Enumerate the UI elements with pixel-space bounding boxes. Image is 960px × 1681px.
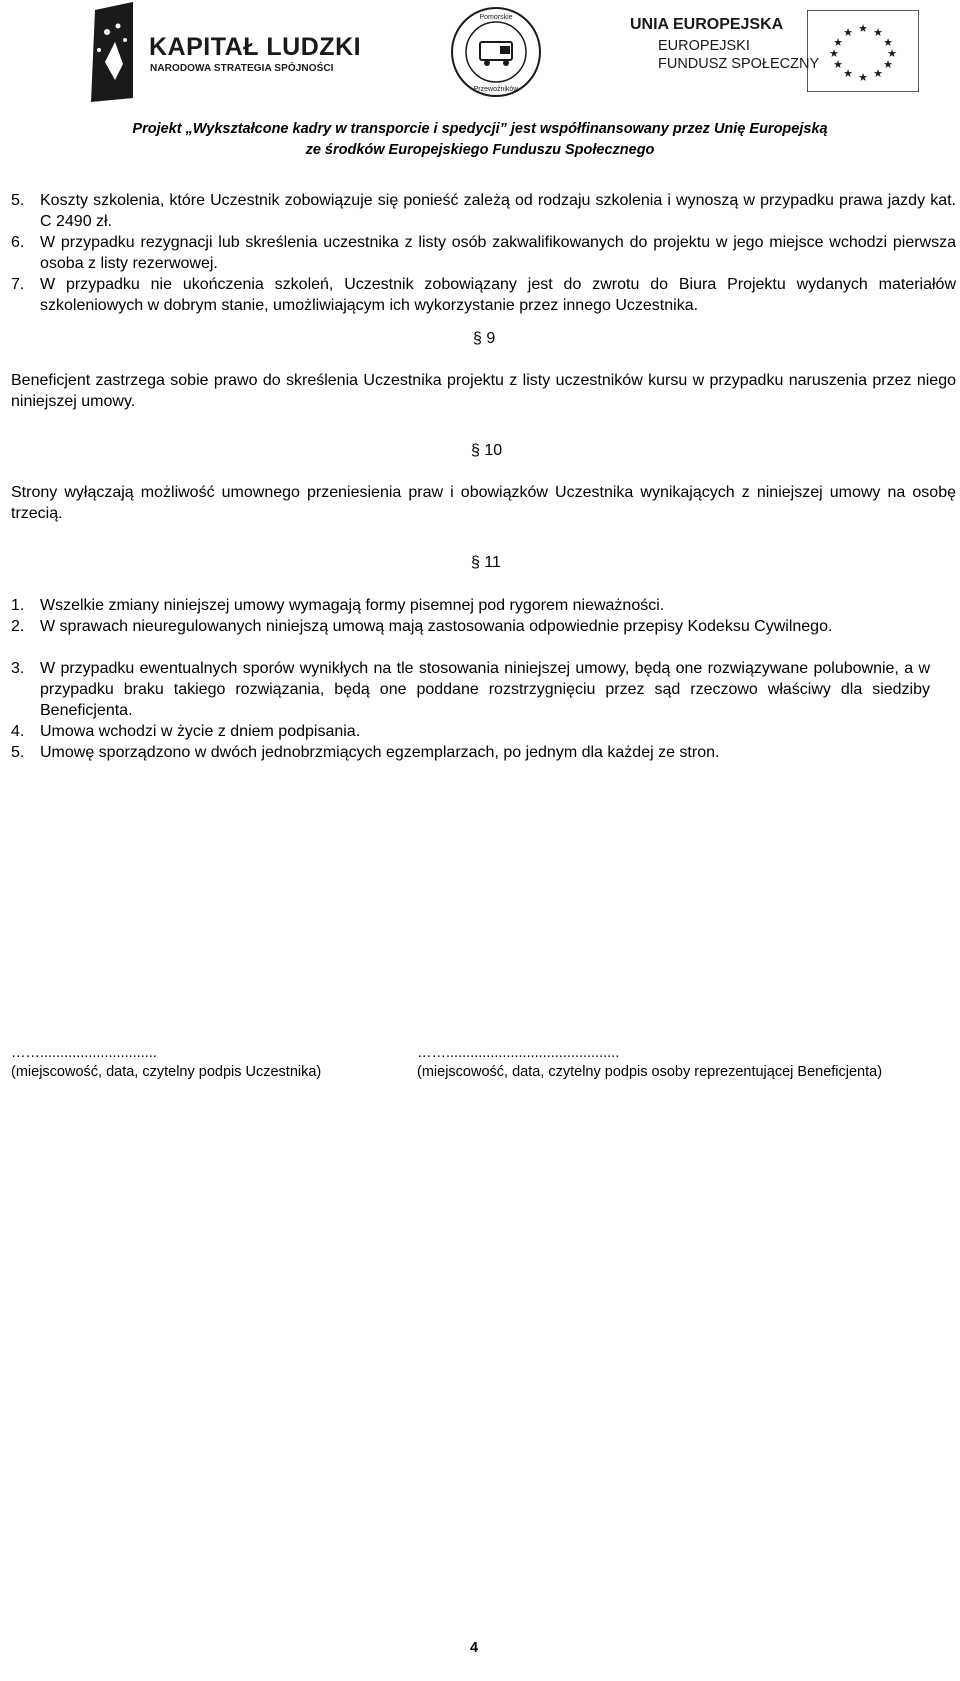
svg-text:★: ★ (858, 71, 868, 84)
item-number: 4. (11, 723, 25, 740)
svg-text:★: ★ (883, 36, 893, 49)
signature-left-label: (miejscowość, data, czytelny podpis Uczestnika) (11, 1064, 322, 1080)
svg-text:Przewoźników: Przewoźników (473, 86, 519, 93)
item-number: 5. (11, 744, 25, 761)
item-number: 2. (11, 618, 25, 635)
item-number: 3. (11, 660, 25, 677)
item-number: 5. (11, 192, 25, 209)
item-text: W przypadku nie ukończenia szkoleń, Uczestnik zobowiązany jest do zwrotu do Biura Projektu wydanych materiałów szkoleniowych w dobrym stanie, umożliwiającym ich wykorzystanie przez innego Uczestnika. (40, 276, 956, 314)
section-10-text: Strony wyłączają możliwość umownego przeniesienia praw i obowiązków Uczestnika wynikających z niniejszej umowy na osobę trzecią. (11, 484, 956, 522)
section-9-text: Beneficjent zastrzega sobie prawo do skreślenia Uczestnika projektu z listy uczestników kursu w przypadku naruszenia przez niego niniejszej umowy. (11, 372, 956, 410)
project-line-2: ze środków Europejskiego Funduszu Społecznego (305, 142, 655, 158)
item-number: 7. (11, 276, 25, 293)
item-text: W przypadku rezygnacji lub skreślenia uczestnika z listy osób zakwalifikowanych do projektu w jego miejsce wchodzi pierwsza osoba z listy rezerwowej. (40, 234, 956, 272)
item-text: W sprawach nieuregulowanych niniejszą umową mają zastosowania odpowiednie przepisy Kodeksu Cywilnego. (40, 618, 833, 635)
svg-text:★: ★ (829, 47, 839, 60)
svg-text:★: ★ (883, 58, 893, 71)
eu-line-1: UNIA EUROPEJSKA (630, 16, 784, 33)
signature-right-dots: ……........................................... (417, 1045, 620, 1061)
svg-text:★: ★ (873, 67, 883, 80)
item-text: W przypadku ewentualnych sporów wynikłych na tle stosowania niniejszej umowy, będą one rozwiązywane polubownie, a w przypadku braku takiego rozwiązania, będą one poddane rozstrzygnięciu przez sąd rzeczowo właściwy dla siedziby Beneficjenta. (40, 660, 930, 719)
item-text: Umowę sporządzono w dwóch jednobrzmiących egzemplarzach, po jednym dla każdej ze stron. (40, 744, 720, 761)
item-text: Koszty szkolenia, które Uczestnik zobowiązuje się ponieść zależą od rodzaju szkolenia i wynoszą w przypadku prawa jazdy kat. C 2490 zł. (40, 192, 956, 230)
item-number: 1. (11, 597, 25, 614)
svg-text:★: ★ (873, 26, 883, 39)
association-seal (450, 6, 542, 98)
svg-text:★: ★ (887, 47, 897, 60)
svg-text:Pomorskie: Pomorskie (479, 14, 513, 21)
signature-left-dots: ……............................. (11, 1045, 157, 1061)
logo-subtitle: NARODOWA STRATEGIA SPÓJNOŚCI (150, 63, 334, 74)
item-text: Wszelkie zmiany niniejszej umowy wymagają formy pisemnej pod rygorem nieważności. (40, 597, 665, 614)
section-10-heading: § 10 (471, 442, 503, 459)
eu-flag-icon (807, 10, 919, 92)
svg-text:★: ★ (843, 26, 853, 39)
project-line-1: Projekt „Wykształcone kadry w transporcie i spedycji” jest współfinansowany przez Unię Europejską (132, 121, 828, 137)
svg-text:★: ★ (833, 36, 843, 49)
page-number: 4 (470, 1640, 479, 1656)
eu-line-3: FUNDUSZ SPOŁECZNY (658, 56, 820, 72)
signature-right-label: (miejscowość, data, czytelny podpis osoby reprezentującej Beneficjenta) (417, 1064, 883, 1080)
svg-text:★: ★ (833, 58, 843, 71)
eu-logo (630, 10, 930, 105)
eu-line-2: EUROPEJSKI (658, 38, 750, 54)
logo-bar (0, 0, 960, 112)
section-11-heading: § 11 (471, 554, 501, 571)
logo-title: KAPITAŁ LUDZKI (149, 33, 362, 61)
item-text: Umowa wchodzi w życie z dniem podpisania. (40, 723, 361, 740)
svg-text:★: ★ (858, 22, 868, 35)
svg-text:★: ★ (843, 67, 853, 80)
item-number: 6. (11, 234, 25, 251)
section-9-heading: § 9 (473, 330, 496, 347)
project-header (0, 119, 960, 161)
